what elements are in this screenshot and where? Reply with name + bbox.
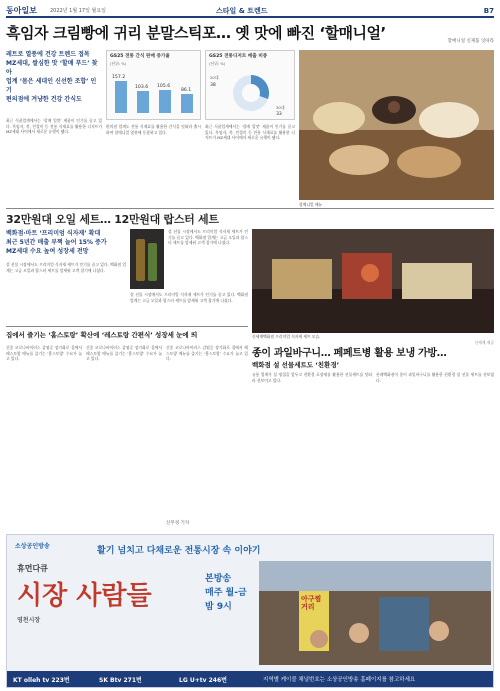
market-street-image bbox=[259, 561, 491, 665]
chart-unit: (단위: %) bbox=[209, 61, 226, 66]
second-subheads: 백화점·마트 ‘프리미엄 식자재’ 확대 최근 5년간 매출 부쩍 늘어 15% 증가 MZ세대 수요 높여 성장세 전망 bbox=[6, 230, 107, 255]
channel-sk: SK Btv 271번 bbox=[99, 677, 142, 684]
data-label: 38 bbox=[210, 83, 216, 88]
data-label: 86.1 bbox=[181, 88, 192, 93]
legend-label: 20대 bbox=[210, 75, 219, 80]
ad-slogan: 활기 넘치고 다채로운 전통시장 속 이야기 bbox=[97, 546, 261, 556]
lead-photo bbox=[299, 50, 494, 200]
gift-set-photo bbox=[252, 229, 494, 333]
ad-schedule: 매주 월-금 bbox=[205, 588, 247, 598]
channel-kt: KT olleh tv 223번 bbox=[13, 677, 70, 684]
donut-hole bbox=[242, 84, 260, 102]
ad-channel-bar bbox=[7, 671, 494, 687]
pastry-photo bbox=[299, 50, 494, 200]
section-title: 스타일 & 트렌드 bbox=[216, 7, 268, 15]
lead-body-column-3: 최근 식품업계에서는 ‘할매 입맛’ 제품이 인기를 끌고 있다. 흑임자, 쑥, 인절미 등 전통 식재료를 활용한 디저트가 MZ세대 사이에서 새로운 유행이 됐다. bbox=[205, 124, 295, 141]
bar bbox=[159, 90, 171, 113]
column-body-3: 신종 코로나바이러스 감염증 장기화로 집에서 레스토랑 메뉴를 즐기는 ‘홈스토랑’ 수요가 늘고 있다. bbox=[166, 345, 248, 362]
masthead bbox=[6, 4, 494, 18]
chart-title: GS25 전통디저트 매출 비중 bbox=[209, 54, 268, 59]
section-divider bbox=[6, 208, 494, 209]
second-photo-credit: 신세계 제공 bbox=[474, 340, 494, 345]
column-divider bbox=[6, 326, 248, 327]
newspaper-logo: 동아일보 bbox=[6, 6, 37, 15]
bar bbox=[181, 94, 193, 113]
side-title: 백화점 설 선물세트도 ‘친환경’ bbox=[252, 361, 340, 369]
broadcast-ad bbox=[6, 534, 494, 688]
side-body-1: 유통 업계가 설 명절을 앞두고 친환경 포장재를 활용한 선물세트를 잇따라 선보이고 있다. bbox=[252, 372, 372, 383]
bar-plot bbox=[107, 67, 202, 117]
second-photo bbox=[252, 229, 494, 333]
ad-show-title: 시장 사람들 bbox=[17, 581, 152, 611]
ad-time: 밤 9시 bbox=[205, 602, 232, 612]
side-body-2: 롯데백화점이 종이 과일바구니를 활용한 친환경 설 선물 세트를 선보였다. bbox=[376, 372, 494, 383]
ad-brand: 소상공인방송 bbox=[15, 543, 50, 550]
data-label: 105.6 bbox=[157, 84, 171, 89]
lead-byline: 할매니얼 신제품 잇따라 bbox=[447, 39, 494, 44]
bar bbox=[115, 81, 127, 113]
ad-kicker: 휴먼다큐 bbox=[17, 564, 48, 573]
ad-footer: 지역별 케이블 채널번호는 소상공인방송 홈페이지를 참고하세요 bbox=[263, 677, 416, 683]
bar bbox=[137, 91, 149, 113]
oil-bottle-image bbox=[130, 229, 164, 289]
side-headline: 종이 과일바구니… 페페트병 활용 보냉 가방… bbox=[252, 348, 447, 359]
chart-unit: (단위: %) bbox=[110, 61, 127, 66]
column-body-1: 신종 코로나바이러스 감염증 장기화로 집에서 레스토랑 메뉴를 즐기는 ‘홈스토랑’ 수요가 늘고 있다. bbox=[6, 345, 82, 362]
column-body-2: 신종 코로나바이러스 감염증 장기화로 집에서 레스토랑 메뉴를 즐기는 ‘홈스토랑’ 수요가 늘고 있다. bbox=[86, 345, 162, 362]
data-label: 103.6 bbox=[135, 85, 149, 90]
second-photo-caption: 신세계백화점 프리미엄 식자재 세트 모습. bbox=[252, 334, 321, 339]
column-signature: 신무경 기자 bbox=[166, 521, 190, 526]
share-plot bbox=[206, 67, 296, 117]
chart-title: GS25 전통 간식 판매 증가율 bbox=[110, 54, 170, 59]
lead-subheads: 레트로 열풍에 건강 트렌드 접목 MZ세대, 쌀심한 맛 ‘할매 푸드’ 찾아 업계 ‘몸은 세대인 신선한 조합’ 인기 편의점에 겨냥한 건강 간식도 bbox=[6, 51, 98, 103]
second-body-column-1: 설 선물 시장에서도 프리미엄 식자재 세트가 인기를 끌고 있다. 백화점 업계는 고급 오일과 랍스터 세트를 앞세워 고객 잡기에 나섰다. bbox=[6, 262, 126, 273]
lead-body-column-2: 편의점 업계도 전통 식재료를 활용한 간식을 잇따라 출시하며 할매니얼 열풍에 동참하고 있다. bbox=[106, 124, 201, 135]
legend-label: 30대 bbox=[276, 105, 285, 110]
lead-body-column-1: 최근 식품업계에서는 ‘할매 입맛’ 제품이 인기를 끌고 있다. 흑임자, 쑥, 인절미 등 전통 식재료를 활용한 디저트가 MZ세대 사이에서 새로운 유행이 됐다. bbox=[6, 118, 102, 135]
data-label: 33 bbox=[276, 112, 282, 117]
sales-share-chart bbox=[205, 50, 295, 120]
sales-growth-chart bbox=[106, 50, 201, 120]
channel-lg: LG U+tv 246번 bbox=[179, 677, 227, 684]
column-headline: 집에서 즐기는 ‘홈스토랑’ 확산에 ‘레스토랑 간편식’ 성장세 눈에 띄 bbox=[6, 331, 198, 339]
lead-photo-caption: 할매니얼 메뉴 bbox=[299, 202, 323, 207]
data-label: 157.2 bbox=[112, 75, 126, 80]
lead-headline: 흑임자 크림빵에 귀리 분말스틱포… 옛 맛에 빠진 ‘할매니얼’ bbox=[6, 24, 386, 42]
second-headline: 32만원대 오일 세트… 12만원대 랍스터 세트 bbox=[6, 213, 219, 226]
page-number: B7 bbox=[483, 7, 494, 15]
issue-date: 2022년 1월 17일 월요일 bbox=[50, 8, 107, 14]
product-photo bbox=[130, 229, 164, 289]
ad-market: 영천시장 bbox=[17, 617, 41, 624]
second-body-intro: 설 선물 시장에서도 프리미엄 식자재 세트가 인기를 끌고 있다. 백화점 업계는 고급 오일과 랍스터 세트를 앞세워 고객 잡기에 나섰다. bbox=[168, 229, 248, 246]
market-photo bbox=[259, 561, 491, 665]
ad-broadcast: 본방송 bbox=[205, 574, 232, 584]
market-sign: 아구찜 거리 bbox=[301, 595, 322, 611]
second-body-column-2: 설 선물 시장에서도 프리미엄 식자재 세트가 인기를 끌고 있다. 백화점 업계는 고급 오일과 랍스터 세트를 앞세워 고객 잡기에 나섰다. bbox=[130, 292, 248, 303]
